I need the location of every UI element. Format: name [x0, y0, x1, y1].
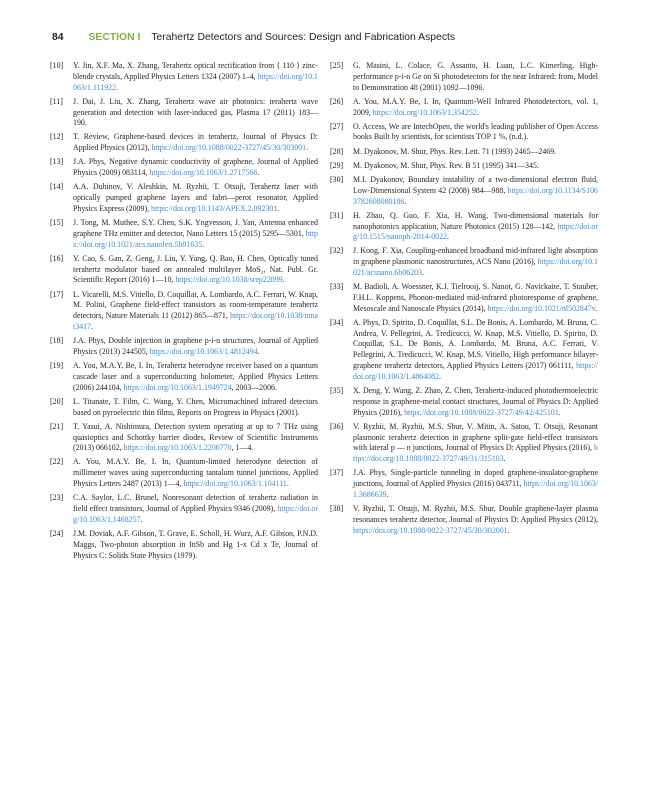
reference-entry	[50, 157, 318, 179]
reference-suffix: .	[282, 275, 285, 285]
doi-link[interactable]: https://doi.org/10.1063/1.3686639	[353, 479, 598, 499]
reference-number: [29]	[330, 160, 344, 170]
reference-text: Y. Jin, X.F. Ma, X. Zhang, Terahertz optical rectification from ⟨ 110 ⟩ zinc-blende crystals, Applied Physics Letters 1324 (2007) 1–4,	[73, 61, 318, 81]
reference-suffix: , 2003—2006.	[231, 382, 277, 392]
reference-suffix: .	[447, 232, 450, 242]
doi-link[interactable]: https://doi.org/10.1063/1.111922	[73, 71, 318, 92]
reference-text: A. Phys, D. Spirito, D. Coquillat, S.L. De Bonis, A. Lombardo, M. Bruna, C. Andrea, V. Pellegrini, A. Tredicucci, W. Knap, M.S. Vitiello, D. Spirito, D. Coquillat, S.L. De Bonis, A. Lombardo, M. Bruna, A.C. Ferrari, V. Pellegrini, A. Tredicucci, W. Knap, M.S. Vitiello, High performance bilayer-graphene terahertz detectors, Applied Physics Letters (2017) 061111,	[353, 317, 598, 371]
reference-entry	[330, 122, 598, 144]
doi-link[interactable]: https://doi.org/10.1063/1.104111	[183, 479, 287, 489]
reference-number: [18]	[50, 336, 64, 346]
reference-text: G. Masini, L. Colace, G. Assanto, H. Luan, L.C. Kimerling, High-performance p-i-n Ge on Si photodetectors for the near Infrared: from, Model to Demonstration 48 (2001) 1092—1096.	[353, 61, 598, 92]
reference-entry	[330, 386, 598, 418]
reference-suffix: , 1—4.	[231, 443, 254, 453]
references-left-column	[50, 61, 318, 565]
reference-text: J. Kong, F. Xia, Coupling-enhanced broadband mid-infrared light absorption in graphene plasmonic nanostructures, ACS Nano (2016),	[353, 246, 598, 267]
reference-entry	[330, 97, 598, 119]
section-label: SECTION I	[88, 32, 141, 43]
reference-suffix: .	[202, 239, 205, 249]
doi-link[interactable]: https://doi.org/10.1143/APEX.2.092301	[151, 203, 278, 213]
reference-number: [27]	[330, 121, 344, 131]
doi-link[interactable]: https://doi.org/10.1063/1.1949724	[123, 382, 232, 392]
reference-entry	[330, 318, 598, 383]
reference-entry	[330, 61, 598, 93]
reference-number: [17]	[50, 289, 64, 299]
reference-entry	[330, 175, 598, 207]
doi-link[interactable]: https://doi.org/10.1063/1.2206770	[123, 443, 232, 453]
reference-suffix: .	[257, 346, 260, 356]
reference-number: [20]	[50, 396, 64, 406]
doi-link[interactable]: https://doi.org/10.1088/0022-3727/49/31/315103	[353, 443, 598, 464]
doi-link[interactable]: https://doi.org/10.1063/1.4812494	[149, 346, 258, 356]
reference-text: M. Dyakonov, M. Shur, Phys. Rev. Lett. 71 (1993) 2465—2469.	[353, 146, 557, 156]
doi-link[interactable]: https://doi.org/10.1038/nmat3417	[73, 311, 318, 331]
reference-entry	[50, 422, 318, 454]
reference-suffix: .	[277, 203, 280, 213]
section-title: Terahertz Detectors and Sources: Design and Fabrication Aspects	[151, 32, 456, 43]
reference-entry	[50, 254, 318, 286]
reference-text: L. Vicarelli, M.S. Vitiello, D. Coquillat, A. Lombardo, A.C. Ferrari, W. Knap, M. Polini, Graphene field-effect transistors as room-temperature terahertz detectors, Nature Materials 11 (2012) 865—871,	[73, 289, 318, 321]
reference-text: H. Zhao, Q. Guo, F. Xia, H. Wang, Two-dimensional materials for nanophotonics application, Nature Photonics (2015) 128—142,	[353, 210, 598, 231]
reference-entry	[330, 211, 598, 243]
reference-suffix: .	[306, 143, 309, 153]
reference-number: [10]	[50, 61, 64, 70]
reference-number: [35]	[330, 386, 344, 395]
reference-number: [23]	[50, 493, 64, 503]
reference-number: [11]	[50, 96, 63, 106]
doi-link[interactable]: https://doi.org/10.1088/0022-3727/45/30/302001	[353, 525, 508, 535]
reference-text: Y. Cao, S. Gan, Z. Geng, J. Liu, Y. Yang, Q. Bao, H. Chen, Optically tuned terahertz modulator based on annealed multilayer MoS₂, Nat. Publ. Gr. Scientific Report (2016) 1—10,	[73, 253, 318, 285]
reference-entry	[50, 493, 318, 525]
reference-text: T. Review, Graphene-based devices in terahertz, Journal of Physics D: Applied Physics (2012),	[73, 132, 318, 153]
doi-link[interactable]: https://doi.org/10.1088/0022-3727/45/30/303001	[151, 143, 307, 153]
reference-suffix: .	[422, 268, 425, 278]
reference-entry	[330, 246, 598, 278]
doi-link[interactable]: https://doi.org/10.1021/nl502847v	[487, 303, 596, 313]
reference-number: [30]	[330, 174, 344, 184]
reference-entry	[50, 457, 318, 489]
running-header	[52, 31, 612, 45]
references-right-column	[330, 61, 598, 540]
reference-text: J. Tong, M. Muthee, S.Y. Chen, S.K. Yngvesson, J. Yan, Antenna enhanced graphene THz emitter and detector, Nano Letters 15 (2015) 5295—5301,	[73, 218, 318, 238]
reference-suffix: .	[404, 196, 407, 206]
reference-text: A. You, M.A.Y. Be, I. In, Quantum-Well Infrared Photodetectors, vol. 1, 2009,	[353, 96, 598, 117]
reference-number: [31]	[330, 210, 344, 220]
reference-suffix: .	[595, 303, 598, 313]
reference-entry	[330, 504, 598, 536]
reference-text: M.I. Dyakonov, Boundary instability of a two-dimensional electron fluid, Low-Dimensional System 42 (2008) 984—988,	[353, 174, 598, 195]
doi-link[interactable]: https://doi.org/10.1021/acs.nanolett.5b01635	[73, 228, 318, 249]
reference-entry	[50, 182, 318, 214]
reference-number: [16]	[50, 253, 64, 263]
reference-entry	[330, 468, 598, 500]
reference-suffix: .	[386, 489, 389, 499]
reference-entry	[50, 61, 318, 93]
reference-number: [21]	[50, 421, 64, 431]
reference-number: [19]	[50, 361, 64, 371]
reference-text: A. You, M.A.Y. Be, I. In, Terahertz heterodyne receiver based on a quantum cascade laser and a superconducting bolometer, Applied Physics Letters (2006) 244104,	[73, 361, 318, 392]
reference-text: L. Titanate, T. Film, C. Wang, Y. Chen, Micromachined infrared detectors based on pyroelectric thin films, Reports on Progress in Physics (2001).	[73, 396, 318, 417]
reference-entry	[50, 361, 318, 393]
reference-text: M. Badioli, A. Woessner, K.J. Tielrooij, S. Nanot, G. Navickaite, T. Stauber, F.H.L. Koppens, Phonon-mediated mid-infrared photoresponse of graphene, Mesoscale and Nanoscale Physics (2014),	[353, 282, 598, 313]
reference-number: [38]	[330, 503, 344, 513]
doi-link[interactable]: https://doi.org/10.1063/1.4864082	[353, 361, 598, 381]
reference-entry	[50, 290, 318, 333]
reference-text: A.A. Dubinov, V. Aleshkin, M. Ryzhii, T. Otsuji, Terahertz laser with optically pumped graphene layers and fabri—perot resonator, Applied Physics Express (2009),	[73, 182, 318, 213]
doi-link[interactable]: https://doi.org/10.1038/srep22899	[175, 275, 283, 285]
page-number: 84	[52, 32, 64, 43]
reference-entry	[50, 529, 318, 561]
reference-entry	[50, 397, 318, 419]
reference-number: [24]	[50, 528, 64, 538]
reference-suffix: .	[140, 514, 143, 524]
reference-text: O. Access, We are IntechOpen, the world's leading publisher of Open Access books Built by scientists, for scientists TOP 1 %, (n.d.).	[353, 121, 598, 142]
reference-number: [12]	[50, 132, 64, 142]
reference-number: [15]	[50, 218, 64, 228]
reference-text: A. You, M.A.Y. Be, I. In, Quantum-limited heterodyne detection of millimeter waves using superconducting tantalum tunnel junctions, Applied Physics Letters 2487 (2013) 1—4,	[73, 457, 318, 489]
reference-text: J.A. Phys, Double injection in graphene p-i-n structures, Journal of Applied Physics (2013) 244505,	[73, 336, 318, 356]
doi-link[interactable]: https://doi.org/10.1088/0022-3727/49/42/425101	[404, 407, 559, 417]
doi-link[interactable]: https://doi.org/10.1515/nanoph-2014-0022	[353, 221, 598, 242]
reference-number: [22]	[50, 457, 64, 467]
doi-link[interactable]: https://doi.org/10.1021/acsnano.6b06203	[353, 257, 598, 278]
reference-number: [37]	[330, 468, 344, 478]
reference-number: [32]	[330, 246, 344, 256]
reference-suffix: .	[507, 525, 510, 535]
doi-link[interactable]: https://doi.org/10.1063/1.1468257	[73, 503, 318, 524]
reference-text: M. Dyakonov, M. Shur, Phys. Rev. B 51 (1995) 341—345.	[353, 160, 539, 170]
reference-suffix: .	[286, 479, 289, 489]
reference-number: [28]	[330, 146, 344, 156]
reference-entry	[50, 132, 318, 154]
reference-number: [13]	[50, 157, 64, 167]
reference-number: [34]	[330, 317, 344, 327]
reference-number: [36]	[330, 421, 344, 431]
reference-entry	[50, 218, 318, 250]
reference-number: [14]	[50, 182, 64, 192]
reference-text: J.A. Phys, Single-particle tunneling in doped graphene-insulator-graphene junctions, Journal of Applied Physics (2016) 043711,	[353, 468, 598, 489]
reference-entry	[330, 161, 598, 172]
reference-suffix: .	[439, 371, 441, 381]
reference-text: J. Dai, J. Liu, X. Zhang, Terahertz wave air photonics: terahertz wave generation and detection with laser-induced gas, Plasma 17 (2011) 183—190.	[73, 96, 318, 128]
reference-suffix: .	[116, 82, 119, 92]
reference-entry	[330, 422, 598, 465]
reference-text: V. Ryzhii, T. Otsuji, M. Ryzhii, M.S. Shur, Double graphene-layer plasma resonances terahertz detector, Journal of Physics D: Applied Physics (2012),	[353, 503, 598, 524]
reference-text: J.M. Doviak, A.F. Gibson, T. Grave, E. Scholl, H. Wurz, A.F. Gibson, P.N.D. Maggs, Two-photon absorption in InSb and Hg 1-x Cd x Te, Journal of Physics C: Solids State Physics (1979).	[73, 528, 318, 560]
reference-suffix: .	[90, 321, 93, 331]
reference-entry	[330, 282, 598, 314]
reference-suffix: .	[257, 168, 260, 178]
reference-number: [25]	[330, 61, 344, 70]
reference-entry	[50, 97, 318, 129]
doi-link[interactable]: https://doi.org/10.1063/1.354252	[372, 107, 477, 117]
reference-text: X. Deng, Y. Wang, Z. Zhao, Z. Chen, Terahertz-induced photothermoelectric response in graphene-metal contact structures, Journal of Physics D: Applied Physics (2016),	[353, 386, 598, 417]
reference-text: T. Yasui, A. Nishimura, Detection system operating at up to 7 THz using quasioptics and Schottky barrier diodes, Review of Scientific Instruments (2013) 066102,	[73, 421, 318, 453]
reference-entry	[50, 336, 318, 358]
reference-number: [26]	[330, 96, 344, 106]
reference-suffix: .	[503, 454, 506, 464]
doi-link[interactable]: https://doi.org/10.1134/S1063782608080186	[353, 185, 598, 206]
reference-suffix: .	[476, 107, 479, 117]
reference-number: [33]	[330, 282, 344, 292]
reference-text: V. Ryzhii, M. Ryzhii, M.S. Shur, V. Mitin, A. Satou, T. Otsuji, Resonant plasmonic terahertz detection in graphene split-gate field-effect transistors with lateral p — n junctions, Journal of Physics D: Applied Physics (2016),	[353, 421, 598, 453]
reference-suffix: .	[558, 407, 561, 417]
doi-link[interactable]: https://doi.org/10.1063/1.2717566	[149, 168, 258, 178]
reference-text: J.A. Phys, Negative dynamic conductivity of graphene, Journal of Applied Physics (2009) 083114,	[73, 157, 318, 178]
reference-entry	[330, 147, 598, 158]
reference-text: C.A. Saylor, L.C. Brunel, Nonresonant detection of terahertz radiation in field effect transistors, Journal of Applied Physics 9346 (2009),	[73, 493, 318, 513]
